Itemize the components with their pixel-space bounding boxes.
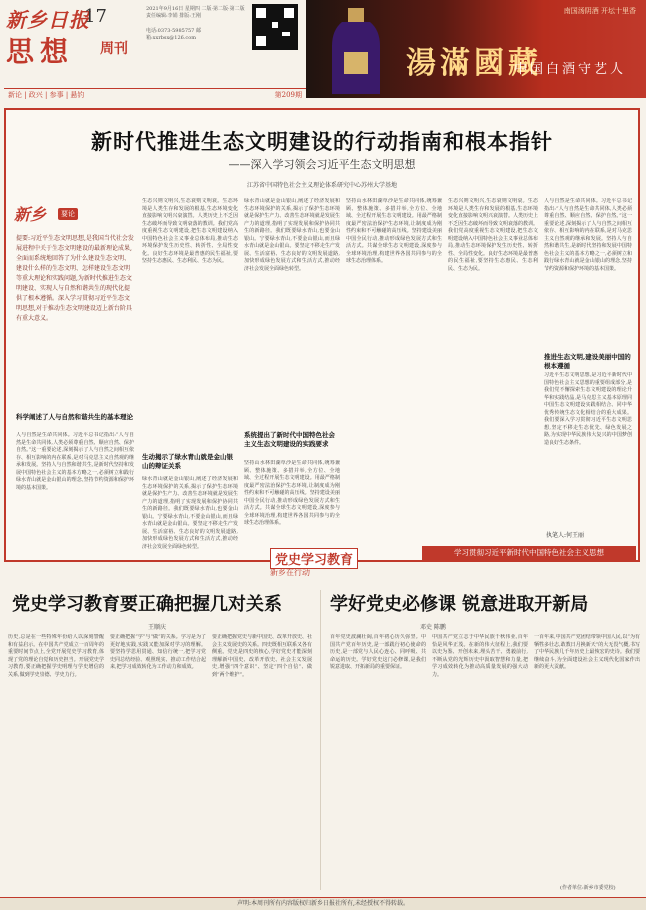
article-column: 人与自然是生命共同体。习近平总书记指出:“人与自然是生命共同体,人类必须尊重自然、顺应自然、保护自然。”这一重要论述,深刻揭示了人与自然之间相互依存、相互影响的内在联系,是对马克思主义自然观的继承和发展。坚持人与自然和谐共生,是新时代坚持和发展中国特色社会主义的基本方略之一,必须树立和践行绿水青山就是金山银山的理念,坚持节约资源和保护环境的基本国策。: [544, 198, 632, 272]
feature-article: [4, 108, 640, 562]
column-logo: 新乡: [14, 205, 47, 224]
article-column: 历史,总是在一些特殊年份给人以深刻警醒和有益启示。在中国共产党成立一百周年的重要时间节点上,全党开展党史学习教育,体现了党的理论自觉和历史担当。开展党史学习教育,要正确把握学史明理与学史增信的关系,做到学史崇德、学史力行。: [8, 634, 104, 678]
theme-banner: 学习贯彻习近平新时代中国特色社会主义思想: [422, 546, 636, 560]
section-nav: [4, 88, 306, 99]
sub-heading: 系统提出了新时代中国特色社会主义生态文明建设的实践要求: [244, 431, 335, 448]
page-footer: 声明:本周刊所有内容版权归新乡日报社所有,未经授权不得转载。: [0, 897, 646, 910]
sub-heading: 科学阐述了人与自然和谐共生的基本理论: [16, 413, 133, 421]
feature-author: 江苏省中国特色社会主义理论体系研究中心苏州大学基地: [246, 182, 397, 189]
ad-brand: 南国汤阴酒 开坛十里香: [563, 7, 636, 15]
newspaper-logo: 新乡日报: [6, 8, 90, 32]
article-column: 坚持山水林田湖草沙是生命共同体,统筹兼顾、整体施策、多措并举,全方位、全地域、全过程开展生态文明建设。用最严格制度最严密法治保护生态环境,让制度成为刚性约束和不可触碰的高压线。坚持建设美丽中国全民行动,推动形成绿色发展方式和生活方式。共谋全球生态文明建设,深度参与全球环境治理,构建世界各国共同参与的全球生态治理体系。: [244, 460, 340, 526]
ad-title: 湯滿國藏: [406, 46, 542, 81]
article-abstract: 提要:习近平生态文明思想,是我国当代社会发展进程中关于生态文明建设的最新理论成果,全面而系统地回答了为什么建设生态文明、建设什么样的生态文明、怎样建设生态文明等重大理论和实践问题,为新时代推进生态文明建设、实现人与自然和谐共生的现代化提供了根本遵循。深入学习贯彻习近平生态文明思想,对于推动生态文明建设迈上新台阶具有重大意义。: [16, 235, 134, 322]
article-column: 生态兴则文明兴,生态衰则文明衰。生态环境是人类生存和发展的根基,生态环境变化直接影响文明兴衰演替。人类历史上不乏因生态破坏而导致文明衰落的教训。我们党高度重视生态文明建设,把生态文明建设纳入中国特色社会主义事业总体布局,推动生态环境保护发生历史性、转折性、全局性变化。良好生态环境是最普惠的民生福祉,要坚持生态惠民、生态利民、生态为民。: [448, 198, 538, 272]
editor-credit: (作者单位:新乡市委党校): [560, 885, 616, 891]
liquor-advertisement: [306, 0, 646, 98]
feature-subtitle: ——深入学习领会习近平生态文明思想: [228, 158, 416, 171]
party-education-subtitle: 新乡在行动: [270, 568, 310, 577]
feature-title: 新时代推进生态文明建设的行动指南和根本指针: [91, 129, 553, 154]
party-education-logo: 党史学习教育: [270, 548, 358, 569]
article-title: 学好党史必修课 锐意进取开新局: [330, 594, 589, 615]
liquor-bottle-icon: [326, 6, 386, 98]
page-number: 17: [84, 6, 107, 27]
section-title: 思想: [6, 35, 75, 68]
editor-credit: 执笔人:何王丽: [546, 532, 585, 539]
article-column: 人与自然是生命共同体。习近平总书记指出:“人与自然是生命共同体,人类必须尊重自然、顺应自然、保护自然。”这一重要论述,深刻揭示了人与自然之间相互依存、相互影响的内在联系,是对马克思主义自然观的继承和发展。坚持人与自然和谐共生,是新时代坚持和发展中国特色社会主义的基本方略之一,必须树立和践行绿水青山就是金山银山的理念,坚持节约资源和保护环境的基本国策。: [16, 432, 134, 491]
nav-sections: 新论 | 政兴 | 参事 | 悬钓: [8, 91, 85, 99]
column-tag: 要论: [58, 208, 78, 220]
column-divider: [320, 590, 321, 890]
qr-code-icon: [252, 4, 298, 50]
article-author: 王顺庆: [148, 624, 167, 631]
contact-line: 电话:0373-5985757 邮箱:xxrbsx@126.com: [146, 28, 201, 41]
article-column: 生态兴则文明兴,生态衰则文明衰。生态环境是人类生存和发展的根基,生态环境变化直接影响文明兴衰演替。人类历史上不乏因生态破坏而导致文明衰落的教训。我们党高度重视生态文明建设,把生态文明建设纳入中国特色社会主义事业总体布局,推动生态环境保护发生历史性、转折性、全局性变化。良好生态环境是最普惠的民生福祉,要坚持生态惠民、生态利民、生态为民。: [142, 198, 238, 264]
ad-slogan: 中国白酒守艺人: [513, 62, 626, 77]
article-column: 一百年来,中国共产党团结带领中国人民,以“为有牺牲多壮志,敢教日月换新天”的大无畏气概,书写了中华民族几千年历史上最恢宏的史诗。我们要继续奋斗,为全面建设社会主义现代化国家作出新的更大贡献。: [534, 634, 640, 670]
date-line: 2021年9月16日 星期四 二版·第二版·第二版 责任编辑:李娟 排版:王刚: [146, 6, 245, 19]
weekly-label: 周刊: [100, 41, 128, 57]
article-title: 党史学习教育要正确把握几对关系: [12, 594, 282, 615]
sub-heading: 推进生态文明,建设美丽中国的根本遵循: [544, 353, 631, 370]
article-column: 要正确把握“学”与“做”的关系。学习是为了更好地实践,实践又能加深对学习的理解。要坚持学思用贯通、知信行统一,把学习党史同总结经验、观照现实、推动工作结合起来,把学习成效转化为工作动力和成效。: [110, 634, 206, 670]
article-column: 坚持山水林田湖草沙是生命共同体,统筹兼顾、整体施策、多措并举,全方位、全地域、全过程开展生态文明建设。用最严格制度最严密法治保护生态环境,让制度成为刚性约束和不可触碰的高压线。坚持建设美丽中国全民行动,推动形成绿色发展方式和生活方式。共谋全球生态文明建设,深度参与全球环境治理,构建世界各国共同参与的全球生态治理体系。: [346, 198, 442, 264]
issue-number: 第209期: [274, 91, 302, 99]
article-column: 中国共产党立志于中华民族千秋伟业,百年恰是风华正茂。在新的伟大征程上,我们要以史为鉴、开创未来,埋头苦干、勇毅前行,不断从党的光辉历史中汲取智慧和力量,把学习成效转化为推动高质量发展的强大动力。: [432, 634, 528, 678]
article-author: 邓史 陈鹏: [420, 624, 446, 631]
sub-heading: 生动揭示了绿水青山就是金山银山的辩证关系: [142, 453, 233, 470]
article-column: 绿水青山就是金山银山,阐述了经济发展和生态环境保护的关系,揭示了保护生态环境就是保护生产力、改善生态环境就是发展生产力的道理,指明了实现发展和保护协同共生的新路径。我们既要绿水青山,也要金山银山。宁要绿水青山,不要金山银山,而且绿水青山就是金山银山。要坚定不移走生产发展、生活富裕、生态良好的文明发展道路,加快形成绿色发展方式和生活方式,推动经济社会发展全面绿色转型。: [142, 476, 238, 550]
article-column: 要正确把握党史与新中国史、改革开放史、社会主义发展史的关系。四史既相互联系又各有侧重。党史是四史的核心,学好党史才能深刻理解新中国史、改革开放史、社会主义发展史,增强“四个意识”、坚定“四个自信”、做到“两个维护”。: [212, 634, 312, 678]
masthead: [0, 0, 646, 100]
article-column: 百年党史波澜壮阔,百年初心历久弥坚。中国共产党百年历史,是一部践行初心使命的历史,是一部党与人民心连心、同呼吸、共命运的历史。学好党史这门必修课,是我们锐意进取、开拓新局的重要保证。: [330, 634, 426, 670]
article-column: 习近平生态文明思想,是习近平新时代中国特色社会主义思想的重要组成部分,是我们党不懈探索生态文明建设的理论升华和实践结晶,是马克思主义基本原理同中国生态文明建设实践相结合、同中华优秀传统生态文化相结合的重大成果。我们要深入学习贯彻习近平生态文明思想,坚定不移走生态优先、绿色发展之路,为实现中华民族伟大复兴的中国梦创造良好生态条件。: [544, 372, 632, 446]
article-column: 绿水青山就是金山银山,阐述了经济发展和生态环境保护的关系,揭示了保护生态环境就是保护生产力、改善生态环境就是发展生产力的道理,指明了实现发展和保护协同共生的新路径。我们既要绿水青山,也要金山银山。宁要绿水青山,不要金山银山,而且绿水青山就是金山银山。要坚定不移走生产发展、生活富裕、生态良好的文明发展道路,加快形成绿色发展方式和生活方式,推动经济社会发展全面绿色转型。: [244, 198, 340, 272]
